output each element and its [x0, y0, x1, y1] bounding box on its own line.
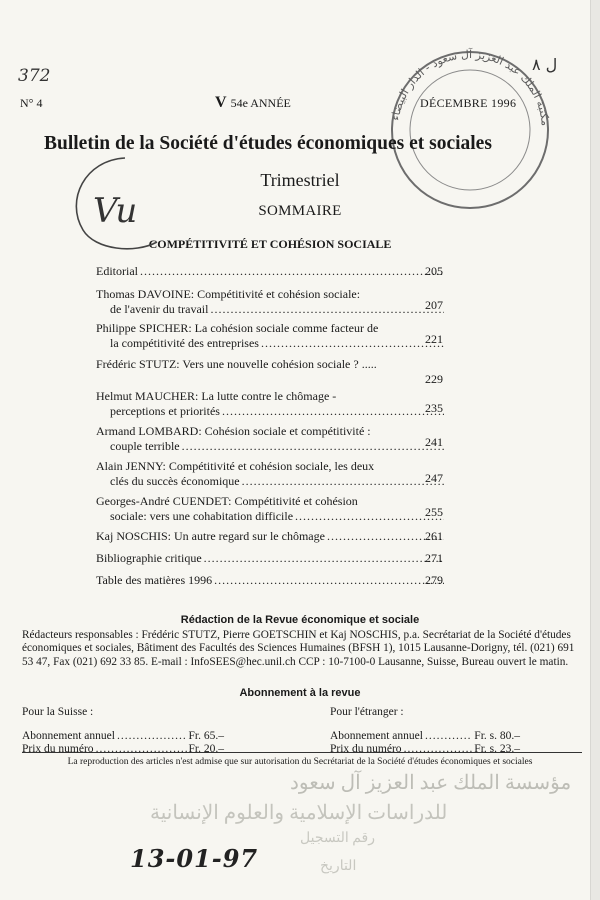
subscription-issue-price: Fr. s. 23.–	[474, 743, 520, 755]
toc-entry-subtitle: perceptions et priorités	[110, 404, 220, 418]
price-leader	[425, 730, 472, 744]
subscription-issue-label: Prix du numéro	[22, 743, 94, 755]
toc-leader	[140, 264, 444, 279]
toc-page-number: 247	[425, 471, 443, 485]
toc-entry-title: Helmut MAUCHER: La lutte contre le chômage -	[96, 389, 337, 403]
toc-leader	[261, 336, 444, 351]
registration-stamp-line: للدراسات الإسلامية والعلوم الإنسانية	[150, 802, 448, 824]
subscription-annual-price: Fr. s. 80.–	[474, 729, 520, 742]
price-leader	[96, 743, 187, 757]
subscription-row	[22, 730, 224, 744]
handwritten-shelfmark: 372	[18, 66, 51, 86]
price-leader	[404, 743, 473, 757]
toc-entry-title: Thomas DAVOINE: Compétitivité et cohésion sociale:	[96, 287, 361, 301]
toc-page-number: 229	[425, 372, 443, 386]
toc-entry-title: Table des matières 1996	[96, 573, 213, 587]
initials-mark	[65, 150, 185, 260]
toc-entry-title: Frédéric STUTZ: Vers une nouvelle cohésion sociale ? .....	[96, 357, 377, 371]
handwritten-date: 13-01-97	[130, 844, 259, 873]
year-mark: V	[215, 94, 227, 111]
toc-entry	[96, 264, 446, 279]
initials-text: Vu	[93, 191, 138, 231]
toc-leader	[295, 509, 444, 524]
toc-leader	[214, 573, 444, 588]
toc-page-number: 205	[425, 264, 443, 278]
toc-entry	[96, 529, 446, 544]
toc-leader	[182, 439, 444, 454]
toc-leader	[222, 404, 444, 419]
subscription-heading: Abonnement à la revue	[239, 687, 361, 699]
toc-leader	[204, 551, 444, 566]
toc-entry-subtitle: sociale: vers une cohabitation difficile	[110, 509, 294, 523]
registration-stamp-line: التاريخ	[320, 859, 357, 874]
issue-number: N° 4	[20, 96, 43, 110]
bulletin-title: Bulletin de la Société d'études économiques et sociales	[44, 133, 492, 154]
frequency: Trimestriel	[260, 170, 340, 190]
toc-entry	[96, 424, 446, 454]
toc-entry-subtitle: clés du succès économique	[110, 474, 240, 488]
toc-entry-title: Georges-André CUENDET: Compétitivité et cohésion	[96, 494, 358, 508]
redaction-heading: Rédaction de la Revue économique et sociale	[180, 614, 420, 626]
issue-date: DÉCEMBRE 1996	[420, 96, 517, 110]
stamp-mark: ل ٨	[532, 55, 558, 74]
subscription-region-label: Pour la Suisse :	[22, 706, 94, 718]
toc-entry-subtitle: de l'avenir du travail	[110, 302, 209, 316]
toc-entry-subtitle: la compétitivité des entreprises	[110, 336, 259, 350]
reproduction-notice: La reproduction des articles n'est admise que sur autorisation du Secrétariat de la Société d'études économiques et sociales	[67, 757, 533, 767]
volume-year	[215, 94, 291, 112]
toc-entry-title: Kaj NOSCHIS: Un autre regard sur le chômage	[96, 529, 325, 543]
toc-page-number: 235	[425, 401, 443, 415]
toc-entry	[96, 573, 446, 588]
subscription-row	[330, 730, 520, 744]
sommaire-heading: SOMMAIRE	[258, 203, 342, 219]
toc-entry	[96, 287, 446, 317]
subscription-annual-label: Abonnement annuel	[22, 729, 115, 742]
subscription-issue-price: Fr. 20.–	[188, 743, 224, 755]
stamp-text: مكتبة الملك عبد العزيز آل سعود - الدار البيضاء	[388, 47, 552, 127]
redaction-body: Rédacteurs responsables : Frédéric STUTZ, Pierre GOETSCHIN et Kaj NOSCHIS, p.a. Secrétariat de la Société d'études économiques et sociales, Bâtiment des Facultés des Sciences Humaines (BFSH 1), 1015 Lausanne-Dorigny, tél. (021) 691 53 47, Fax (021) 692 33 85. E-mail : InfoSEES@hec.unil.ch CCP : 10-7100-0 Lausanne, Suisse, Bureau ouvert le matin.	[22, 629, 575, 668]
toc-page-number: 279	[425, 573, 443, 587]
subscription-annual-price: Fr. 65.–	[188, 729, 224, 742]
toc-entry	[96, 494, 446, 524]
subscription-annual-label: Abonnement annuel	[330, 729, 423, 742]
toc-page-number: 271	[425, 551, 443, 565]
year-label: 54e ANNÉE	[230, 96, 291, 110]
toc-entry-title: Philippe SPICHER: La cohésion sociale comme facteur de	[96, 321, 379, 335]
toc-entry-subtitle: couple terrible	[110, 439, 180, 453]
toc-page-number: 261	[425, 529, 443, 543]
subscription-switzerland	[22, 706, 224, 757]
toc-entry	[96, 357, 446, 372]
toc-page-number: 241	[425, 435, 443, 449]
toc-page-number: 207	[425, 298, 443, 312]
divider	[22, 752, 582, 753]
subscription-row	[22, 743, 224, 757]
toc-entry-title: Armand LOMBARD: Cohésion sociale et compétitivité :	[96, 424, 371, 438]
toc-entry	[96, 389, 446, 419]
issue-theme: COMPÉTITIVITÉ ET COHÉSION SOCIALE	[148, 237, 392, 251]
registration-stamp-line: مؤسسة الملك عبد العزيز آل سعود	[290, 772, 572, 794]
toc-leader	[210, 302, 444, 317]
registration-stamp-line: رقم التسجيل	[300, 831, 376, 846]
handwritten-initials	[65, 150, 185, 265]
subscription-region-label: Pour l'étranger :	[330, 706, 404, 718]
subscription-issue-label: Prix du numéro	[330, 743, 402, 755]
toc-entry-title: Bibliographie critique	[96, 551, 202, 565]
toc-entry	[96, 551, 446, 566]
price-leader	[117, 730, 187, 744]
toc-page-number: 221	[425, 332, 443, 346]
toc-entry	[96, 321, 446, 351]
toc-entry-title: Editorial	[96, 264, 138, 278]
subscription-abroad	[330, 706, 520, 757]
toc-leader	[242, 474, 444, 489]
toc-entry-title: Alain JENNY: Compétitivité et cohésion sociale, les deux	[96, 459, 375, 473]
toc-page-number: 255	[425, 505, 443, 519]
subscription-row	[330, 743, 520, 757]
toc-entry	[96, 459, 446, 489]
